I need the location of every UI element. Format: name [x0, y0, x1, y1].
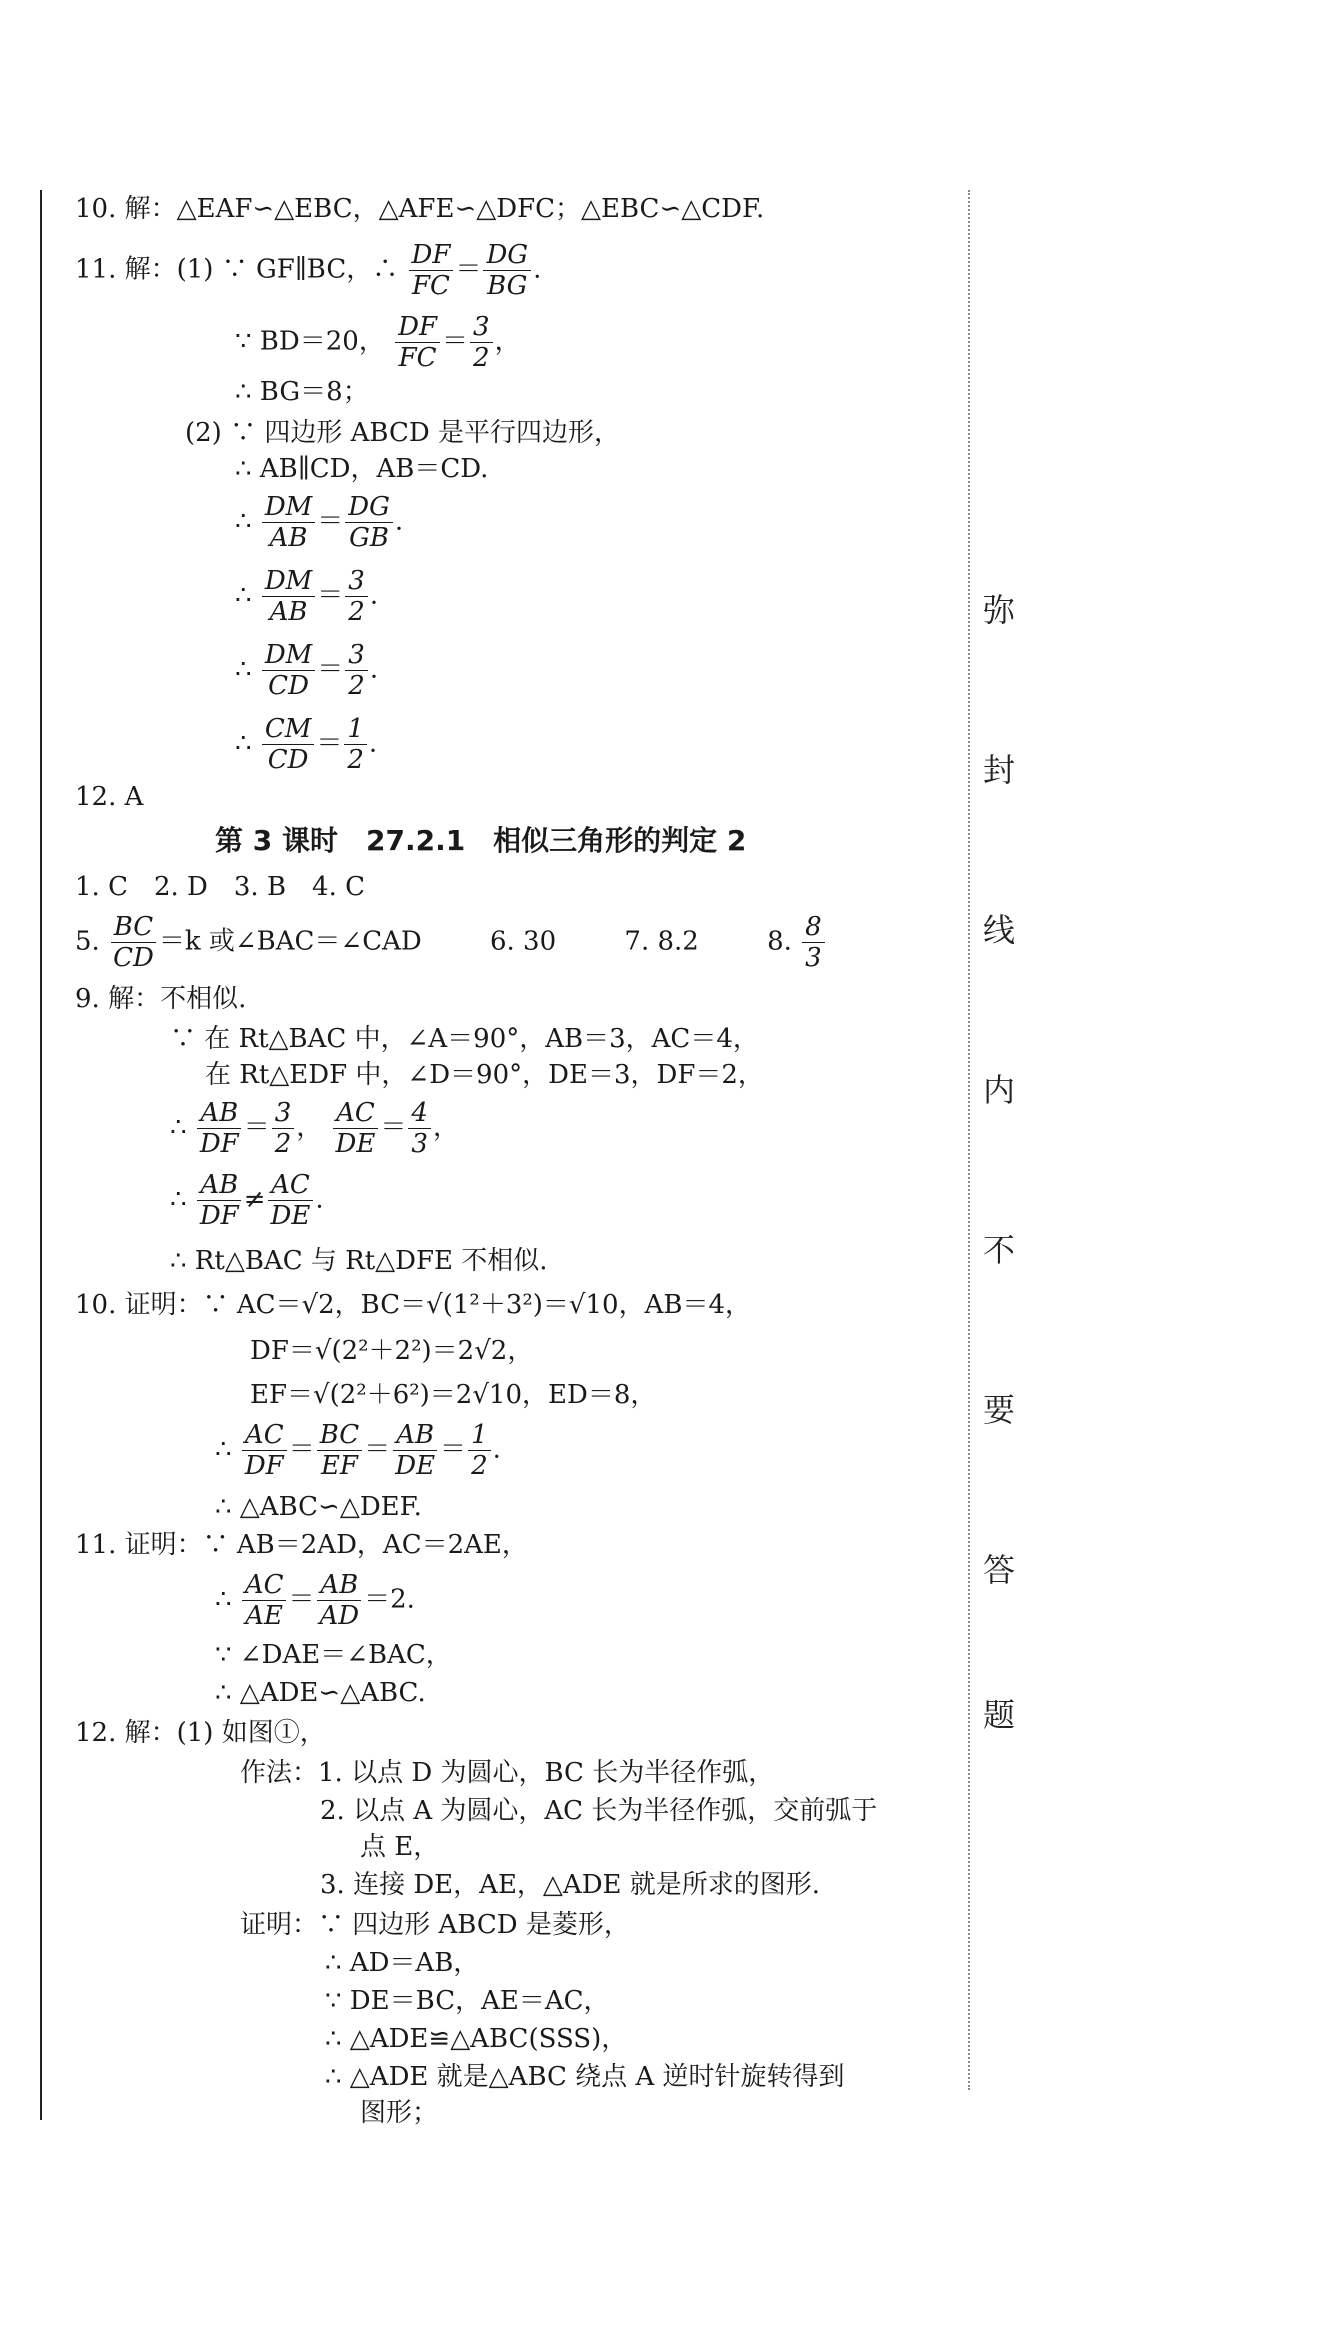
fraction — [262, 566, 315, 627]
fraction — [268, 1170, 314, 1231]
period: . — [394, 506, 404, 537]
fraction — [409, 240, 454, 301]
equals-sign: ＝ — [243, 1112, 270, 1143]
fraction — [242, 1420, 287, 1481]
fraction-numerator: DG — [345, 492, 393, 523]
equals-sign: ＝ — [288, 1434, 315, 1465]
fraction-numerator: DG — [483, 240, 531, 271]
answer-12-proof-4: ∴ △ADE≌△ABC(SSS)， — [325, 2024, 628, 2054]
answer-11-part2: (2) ∵ 四边形 ABCD 是平行四边形， — [185, 418, 620, 448]
answers-5-8: 5. $\frac{BC}{CD}$ ＝k 或∠BAC＝∠CAD 6. 30 7. 8.2 8. $\frac{8}{3}$ — [75, 912, 827, 973]
fraction — [272, 1098, 295, 1159]
answer-10-proof-line-2: DF＝√(2²＋2²)＝2√2， — [250, 1336, 534, 1366]
seal-char-6: 要 — [983, 1391, 1016, 1429]
fraction-numerator: 1 — [344, 714, 367, 745]
period: . — [369, 654, 379, 685]
fraction-denominator: BG — [487, 271, 528, 301]
fraction — [483, 240, 531, 301]
fraction — [470, 312, 493, 373]
fraction-denominator: EF — [320, 1451, 358, 1481]
answer-12-method-2b: 点 E， — [360, 1832, 440, 1862]
fraction — [262, 640, 315, 701]
equals-sign: ＝ — [316, 728, 343, 759]
answer-12-method-2: 2. 以点 A 为圆心，AC 长为半径作弧，交前弧于 — [320, 1796, 878, 1826]
answer-9-line-3: 在 Rt△EDF 中，∠D＝90°，DE＝3，DF＝2， — [205, 1060, 764, 1090]
fraction-numerator: AB — [197, 1170, 241, 1201]
seal-char-7: 答 — [983, 1551, 1016, 1589]
answer-9-line-5 — [170, 1170, 324, 1231]
left-margin-rule — [40, 190, 42, 2120]
answer-12-proof-5: ∴ △ADE 就是△ABC 绕点 A 逆时针旋转得到 — [325, 2062, 845, 2092]
fraction-numerator: AB — [393, 1420, 437, 1451]
fraction-denominator: AB — [269, 597, 308, 627]
fraction-numerator: BC — [111, 912, 156, 943]
fraction-denominator: 2 — [348, 671, 365, 701]
fraction-numerator: 3 — [272, 1098, 295, 1129]
equals-sign: ＝ — [455, 254, 482, 285]
equals-sign: ＝ — [380, 1112, 407, 1143]
fraction-denominator: DF — [244, 1451, 284, 1481]
comma: ， — [494, 326, 521, 357]
period: . — [315, 1184, 324, 1215]
seal-char-4: 内 — [983, 1071, 1016, 1109]
therefore-symbol: ∴ — [215, 1434, 232, 1465]
answer-5-rest: ＝k 或∠BAC＝∠CAD — [158, 926, 422, 957]
fraction-numerator: DM — [262, 640, 315, 671]
equals-sign: ＝ — [440, 1434, 467, 1465]
therefore-symbol: ∴ — [235, 654, 252, 685]
seal-char-5: 不 — [983, 1231, 1016, 1269]
fraction-numerator: DM — [262, 492, 315, 523]
fraction-denominator: FC — [412, 271, 450, 301]
answer-9-line-6: ∴ Rt△BAC 与 Rt△DFE 不相似. — [170, 1246, 548, 1276]
answer-11-proof-line-1: 11. 证明：∵ AB＝2AD，AC＝2AE， — [75, 1530, 528, 1560]
fraction — [345, 640, 368, 701]
fraction-denominator: AB — [269, 523, 308, 553]
fraction — [344, 714, 367, 775]
answer-12-method-3: 3. 连接 DE，AE，△ADE 就是所求的图形. — [320, 1870, 821, 1900]
answer-11-line-2 — [235, 312, 521, 373]
fraction-numerator: BC — [317, 1420, 362, 1451]
answer-12-proof-6: 图形； — [360, 2098, 439, 2128]
therefore-symbol: ∴ — [215, 1584, 232, 1615]
fraction — [242, 1570, 287, 1631]
equals-sign: ＝ — [317, 654, 344, 685]
therefore-symbol: ∴ — [235, 728, 252, 759]
answer-11-proof-line-2 — [215, 1570, 415, 1631]
answer-9-line-4 — [170, 1098, 459, 1159]
answer-11-line-7 — [235, 566, 378, 627]
period: . — [533, 254, 542, 285]
not-equal-sign: ≠ — [243, 1184, 266, 1215]
fraction-numerator: AC — [242, 1420, 287, 1451]
fraction — [262, 714, 315, 775]
fraction — [317, 1570, 363, 1631]
fraction-numerator: CM — [262, 714, 315, 745]
fraction-denominator: FC — [398, 343, 437, 373]
answer-10-proof-line-1: 10. 证明：∵ AC＝√2，BC＝√(1²＋3²)＝√10，AB＝4， — [75, 1290, 752, 1320]
answer-10-proof-line-5: ∴ △ABC∽△DEF. — [215, 1492, 422, 1522]
fraction-denominator: 2 — [471, 1451, 488, 1481]
fraction-denominator: CD — [268, 671, 309, 701]
answer-9-line-2: ∵ 在 Rt△BAC 中，∠A＝90°，AB＝3，AC＝4， — [170, 1024, 759, 1054]
fraction — [345, 566, 368, 627]
comma: ， — [296, 1112, 323, 1143]
fraction — [262, 492, 315, 553]
answer-12-line: 12. A — [75, 782, 144, 812]
answer-12-proof-3: ∵ DE＝BC，AE＝AC， — [325, 1986, 610, 2016]
fraction-numerator: 3 — [345, 640, 368, 671]
period: . — [368, 728, 378, 759]
answer-12-method-1: 作法：1. 以点 D 为圆心，BC 长为半径作弧， — [240, 1758, 775, 1788]
answer-8: 8. — [767, 926, 792, 957]
comma: ， — [432, 1112, 459, 1143]
fraction-denominator: 2 — [347, 745, 364, 775]
answer-10-line: 10. 解：△EAF∽△EBC，△AFE∽△DFC；△EBC∽△CDF. — [75, 194, 765, 224]
period: . — [369, 580, 379, 611]
fraction-numerator: AC — [333, 1098, 378, 1129]
answer-12-line-1: 12. 解：(1) 如图①， — [75, 1718, 326, 1748]
fraction-numerator: 3 — [470, 312, 493, 343]
fraction-denominator: 2 — [274, 1129, 292, 1159]
fraction-denominator: DE — [335, 1129, 376, 1159]
answer-10-proof-line-4 — [215, 1420, 501, 1481]
fraction — [395, 312, 440, 373]
fraction-numerator: 3 — [345, 566, 368, 597]
fraction-denominator: AD — [319, 1601, 360, 1631]
answer-11-proof-line-3: ∵ ∠DAE＝∠BAC， — [215, 1640, 452, 1670]
equals-sign: ＝ — [317, 506, 344, 537]
fraction — [802, 912, 825, 973]
answer-11-proof-line-4: ∴ △ADE∽△ABC. — [215, 1678, 426, 1708]
section-heading: 第 3 课时 27.2.1 相似三角形的判定 2 — [215, 824, 747, 857]
answers-1-4: 1. C 2. D 3. B 4. C — [75, 872, 366, 902]
fraction-numerator: AB — [317, 1570, 361, 1601]
therefore-symbol: ∴ — [170, 1184, 187, 1215]
fraction — [197, 1170, 242, 1231]
answer-11-line-9 — [235, 714, 377, 775]
fraction-denominator: DE — [395, 1451, 436, 1481]
answer-11-line-5: ∴ AB∥CD，AB＝CD. — [235, 454, 489, 484]
seal-char-2: 封 — [983, 751, 1016, 789]
fraction — [333, 1098, 379, 1159]
fraction-denominator: 3 — [411, 1129, 428, 1159]
answer-11-line-8 — [235, 640, 378, 701]
answer-11-prefix: 11. 解：(1) ∵ GF∥BC，∴ — [75, 254, 399, 285]
fraction-denominator: CD — [267, 745, 309, 775]
answer-12-proof-1: 证明：∵ 四边形 ABCD 是菱形， — [240, 1910, 630, 1940]
seal-dotted-line — [968, 190, 970, 2090]
fraction — [392, 1420, 438, 1481]
fraction-numerator: 8 — [802, 912, 825, 943]
fraction-numerator: DF — [395, 312, 440, 343]
fraction — [468, 1420, 491, 1481]
answer-9-line-1: 9. 解：不相似. — [75, 984, 247, 1014]
answer-10-proof-line-3: EF＝√(2²＋6²)＝2√10，ED＝8， — [250, 1380, 657, 1410]
fraction-numerator: AC — [268, 1170, 313, 1201]
therefore-symbol: ∴ — [235, 506, 252, 537]
equals-sign: ＝ — [317, 580, 344, 611]
equation-result: ＝2. — [364, 1584, 415, 1615]
fraction-denominator: GB — [349, 523, 390, 553]
fraction-denominator: DF — [199, 1129, 239, 1159]
fraction-denominator: AE — [245, 1601, 284, 1631]
answer-11-line-3: ∴ BG＝8； — [235, 377, 369, 407]
answer-12-proof-2: ∴ AD＝AB， — [325, 1948, 480, 1978]
fraction-numerator: DM — [262, 566, 315, 597]
therefore-symbol: ∴ — [235, 580, 252, 611]
fraction-denominator: 2 — [473, 343, 490, 373]
therefore-symbol: ∴ — [170, 1112, 187, 1143]
fraction — [317, 1420, 362, 1481]
answer-7: 7. 8.2 — [624, 926, 699, 957]
fraction-numerator: 1 — [468, 1420, 491, 1451]
equals-sign: ＝ — [288, 1584, 315, 1615]
fraction-numerator: AC — [242, 1570, 287, 1601]
fraction-denominator: 3 — [805, 943, 822, 973]
period: . — [492, 1434, 501, 1465]
seal-char-8: 题 — [983, 1696, 1016, 1734]
answer-6: 6. 30 — [489, 926, 557, 957]
seal-char-3: 线 — [983, 911, 1016, 949]
fraction-denominator: DE — [270, 1201, 311, 1231]
seal-char-1: 弥 — [983, 591, 1016, 629]
answer-11-line-1 — [75, 240, 541, 301]
equals-sign: ＝ — [442, 326, 469, 357]
fraction-denominator: 2 — [348, 597, 365, 627]
fraction — [197, 1098, 242, 1159]
fraction — [110, 912, 157, 973]
fraction-numerator: AB — [197, 1098, 241, 1129]
line-prefix: ∵ BD＝20， — [235, 326, 385, 357]
fraction-denominator: CD — [113, 943, 154, 973]
answer-11-line-6 — [235, 492, 403, 553]
equals-sign: ＝ — [364, 1434, 391, 1465]
fraction — [345, 492, 393, 553]
fraction-numerator: DF — [409, 240, 454, 271]
fraction-denominator: DF — [199, 1201, 239, 1231]
fraction-numerator: 4 — [408, 1098, 431, 1129]
fraction — [408, 1098, 431, 1159]
